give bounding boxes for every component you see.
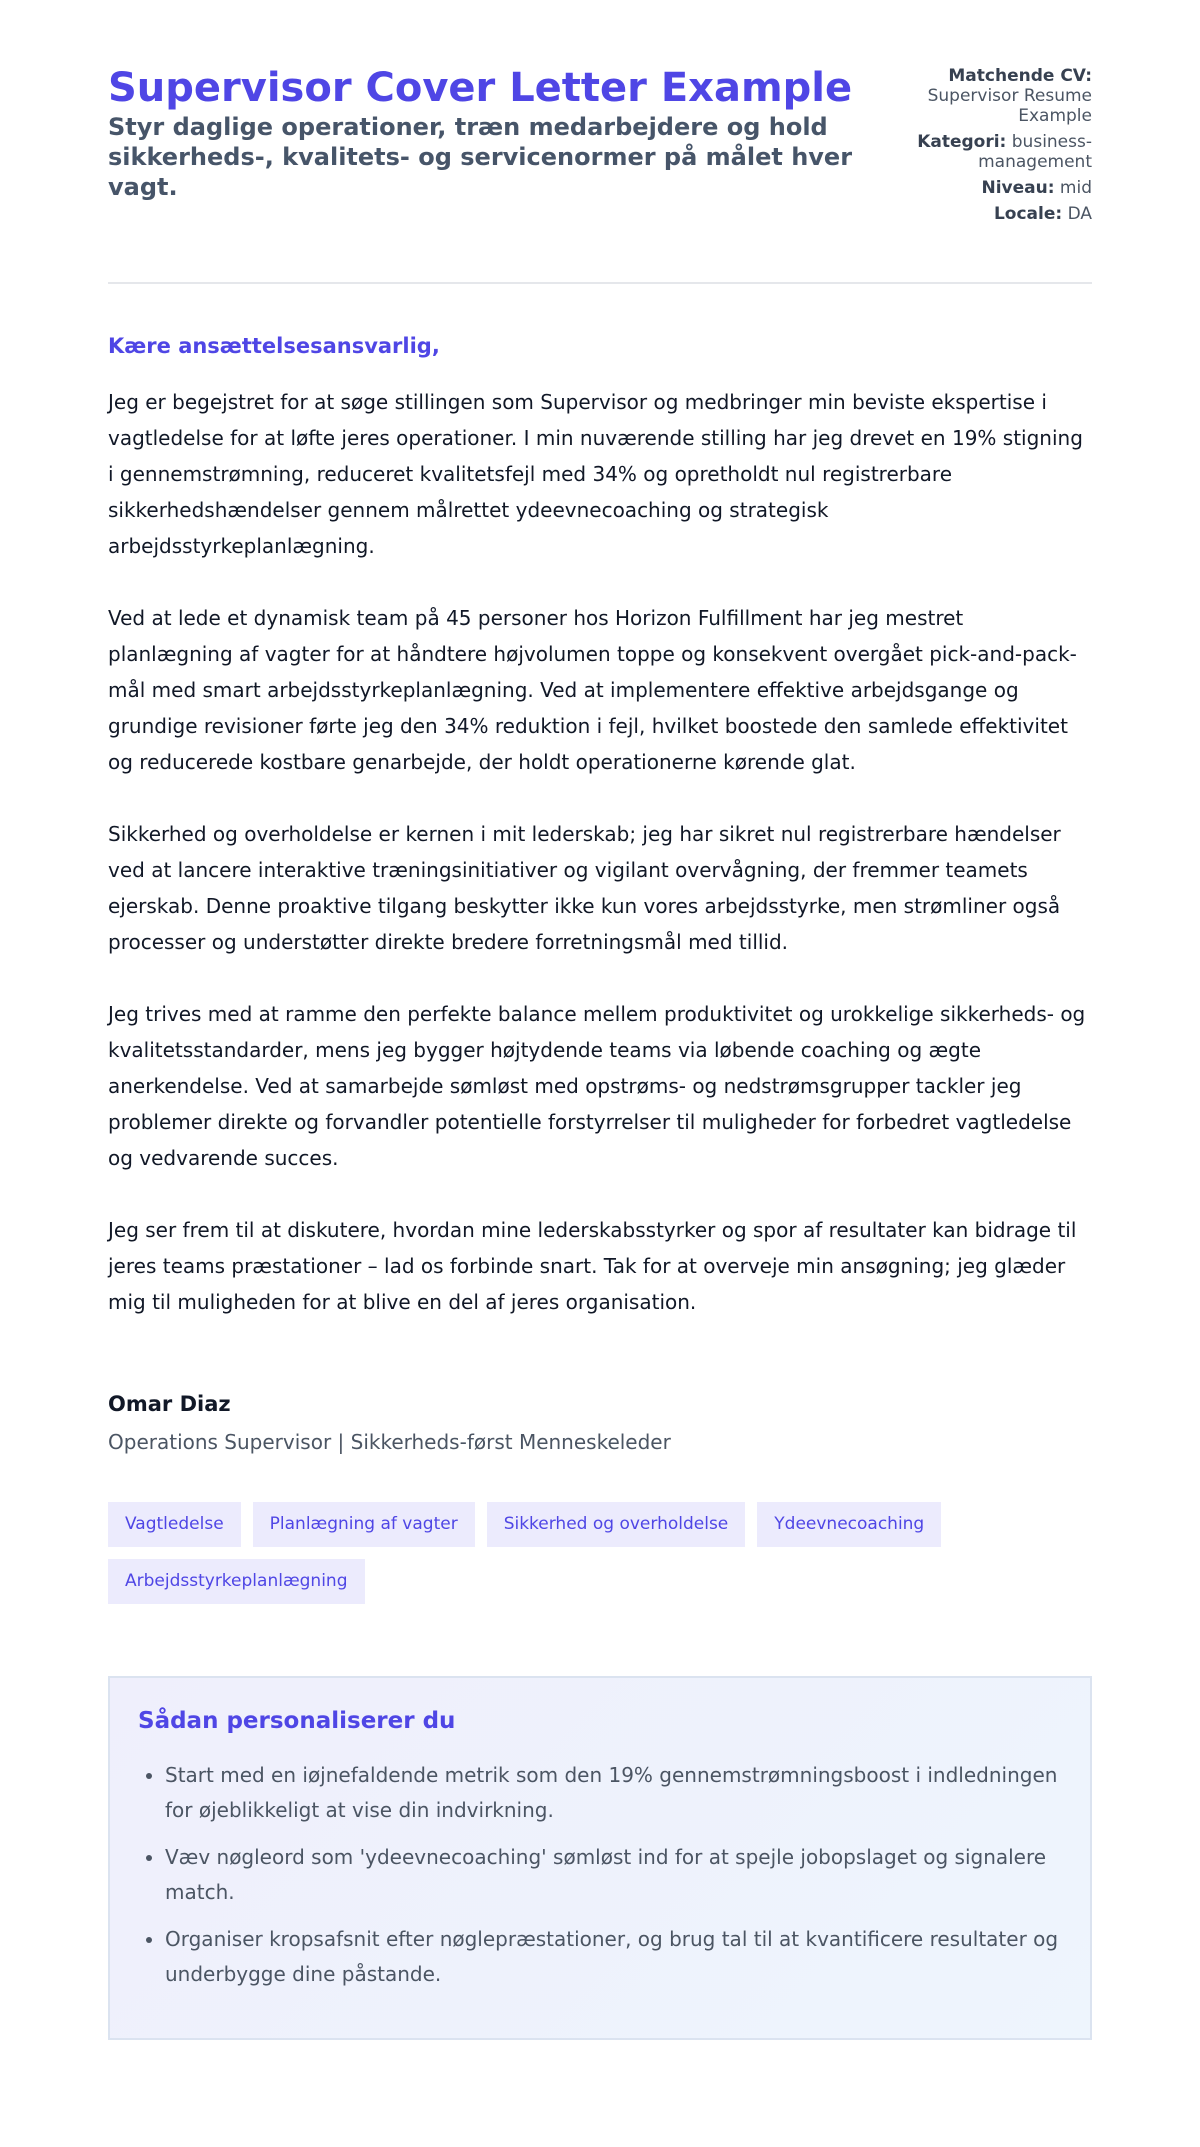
category-label: Kategori: xyxy=(917,132,1007,152)
cv-label: Matchende CV: xyxy=(948,66,1092,86)
paragraph: Jeg trives med at ramme den perfekte balance mellem produktivitet og urokkelige sikkerheds- og kvalitetsstandarder, mens jeg bygger højtydende teams via løbende coaching og ægte anerkendelse. Ved at samarbejde sømløst med opstrøms- og nedstrømsgrupper tackler jeg problemer direkte og forvandler potentielle forstyrrelser til muligheder for forbedret vagtledelse og vedvarende succes. xyxy=(108,1002,1086,1170)
skill-tag: Planlægning af vagter xyxy=(253,1502,475,1547)
level-label: Niveau: xyxy=(981,178,1055,198)
page-header xyxy=(108,0,1092,284)
page xyxy=(108,0,1092,2040)
paragraph: Sikkerhed og overholdelse er kernen i mit lederskab; jeg har sikret nul registrerbare hændelser ved at lancere interaktive træningsinitiativer og vigilant overvågning, der fremmer teamets ejerskab. Denne proaktive tilgang beskytter ikke kun vores arbejdsstyrke, men strømliner også processer og understøtter direkte bredere forretningsmål med tillid. xyxy=(108,822,1061,954)
tip-item: • Organiser kropsafsnit efter nøglepræstationer, og brug tal til at kvantificere resultater og underbygge dine påstande. xyxy=(165,1922,1062,1992)
meta-info xyxy=(902,64,1092,230)
signer-name: Omar Diaz xyxy=(108,1392,231,1416)
salutation: Kære ansættelsesansvarlig, xyxy=(108,334,440,358)
page-title: Supervisor Cover Letter Example xyxy=(108,65,853,111)
letter-body xyxy=(108,384,1092,1320)
personalization-tips xyxy=(108,1676,1092,2040)
paragraph: Jeg ser frem til at diskutere, hvordan mine lederskabsstyrker og spor af resultater kan bidrage til jeres teams præstationer – lad os forbinde snart. Tak for at overveje min ansøgning; jeg glæder mig til muligheden for at blive en del af jeres organisation. xyxy=(108,1218,1077,1314)
cv-value: Supervisor Resume Example xyxy=(927,86,1092,126)
skill-tags xyxy=(108,1502,1092,1604)
page-subtitle: Styr daglige operationer, træn medarbejdere og hold sikkerheds-, kvalitets- og servicenormer på målet hver vagt. xyxy=(108,113,853,201)
level-value: mid xyxy=(1059,178,1092,198)
tip-item: • Start med en iøjnefaldende metrik som den 19% gennemstrømningsboost i indledningen for øjeblikkeligt at vise din indvirkning. xyxy=(165,1758,1062,1828)
skill-tag: Sikkerhed og overholdelse xyxy=(487,1502,746,1547)
category-value: business-management xyxy=(978,132,1092,172)
locale-value: DA xyxy=(1067,204,1092,224)
tips-title: Sådan personaliserer du xyxy=(138,1708,456,1734)
paragraph: Jeg er begejstret for at søge stillingen som Supervisor og medbringer min beviste ekspertise i vagtledelse for at løfte jeres operationer. I min nuværende stilling har jeg drevet en 19% stigning i gennemstrømning, reduceret kvalitetsfejl med 34% og opretholdt nul registrerbare sikkerhedshændelser gennem målrettet ydeevnecoaching og strategisk arbejdsstyrkeplanlægning. xyxy=(108,390,1083,558)
skill-tag: Ydeevnecoaching xyxy=(757,1502,941,1547)
tip-item: • Væv nøgleord som 'ydeevnecoaching' sømløst ind for at spejle jobopslaget og signalere match. xyxy=(165,1840,1062,1910)
locale-label: Locale: xyxy=(993,204,1063,224)
skill-tag: Vagtledelse xyxy=(108,1502,241,1547)
signer-role: Operations Supervisor | Sikkerheds-først Menneskeleder xyxy=(108,1430,671,1454)
skill-tag: Arbejdsstyrkeplanlægning xyxy=(108,1559,365,1604)
paragraph: Ved at lede et dynamisk team på 45 personer hos Horizon Fulfillment har jeg mestret planlægning af vagter for at håndtere højvolumen toppe og konsekvent overgået pick-and-pack-mål med smart arbejdsstyrkeplanlægning. Ved at implementere effektive arbejdsgange og grundige revisioner førte jeg den 34% reduktion i fejl, hvilket boostede den samlede effektivitet og reducerede kostbare genarbejde, der holdt operationerne kørende glat. xyxy=(108,606,1077,774)
